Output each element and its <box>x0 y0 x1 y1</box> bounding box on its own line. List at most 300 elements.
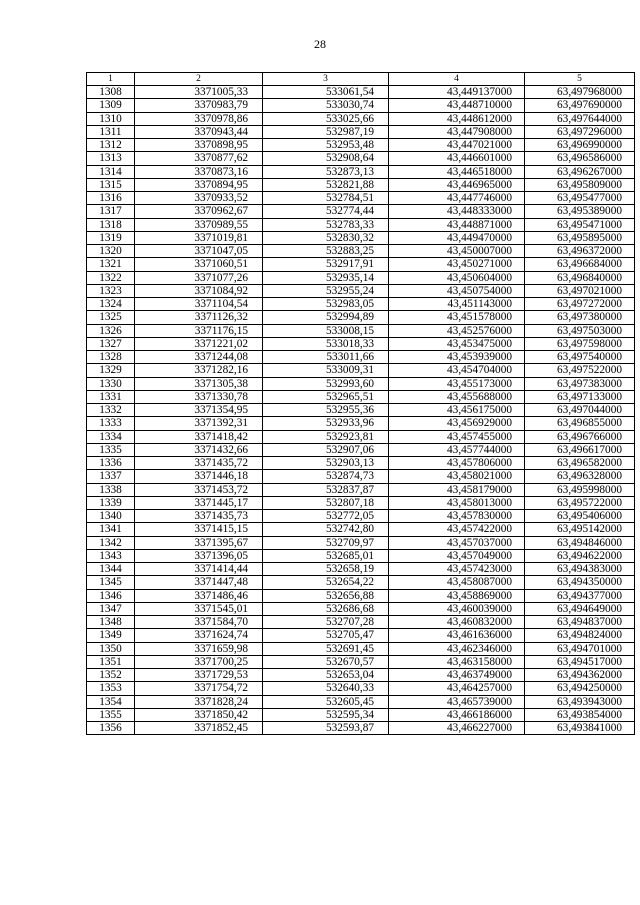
cell-y: 533009,31 <box>263 364 389 377</box>
cell-y: 532783,33 <box>263 218 389 231</box>
table-row <box>87 496 635 509</box>
table-row <box>87 430 635 443</box>
cell-latitude: 43,460039000 <box>389 602 525 615</box>
cell-y: 532883,25 <box>263 245 389 258</box>
cell-point-number: 1339 <box>87 496 135 509</box>
cell-x: 3370898,95 <box>135 139 263 152</box>
header-cell-latitude: 4 <box>389 73 525 86</box>
cell-latitude: 43,463158000 <box>389 655 525 668</box>
cell-x: 3371395,67 <box>135 536 263 549</box>
cell-point-number: 1330 <box>87 377 135 390</box>
cell-point-number: 1356 <box>87 722 135 735</box>
cell-longitude: 63,497690000 <box>525 99 635 112</box>
cell-x: 3370983,79 <box>135 99 263 112</box>
cell-y: 533008,15 <box>263 324 389 337</box>
cell-x: 3371850,42 <box>135 708 263 721</box>
cell-point-number: 1322 <box>87 271 135 284</box>
cell-point-number: 1327 <box>87 337 135 350</box>
cell-latitude: 43,457830000 <box>389 510 525 523</box>
cell-y: 533011,66 <box>263 351 389 364</box>
cell-latitude: 43,463749000 <box>389 669 525 682</box>
cell-y: 533030,74 <box>263 99 389 112</box>
cell-x: 3370989,55 <box>135 218 263 231</box>
cell-y: 532987,19 <box>263 125 389 138</box>
cell-point-number: 1347 <box>87 602 135 615</box>
cell-x: 3371828,24 <box>135 695 263 708</box>
cell-y: 532935,14 <box>263 271 389 284</box>
cell-x: 3371396,05 <box>135 549 263 562</box>
table-row <box>87 165 635 178</box>
cell-point-number: 1342 <box>87 536 135 549</box>
cell-latitude: 43,457422000 <box>389 523 525 536</box>
table-row <box>87 245 635 258</box>
cell-latitude: 43,447908000 <box>389 125 525 138</box>
cell-longitude: 63,497598000 <box>525 337 635 350</box>
cell-point-number: 1353 <box>87 682 135 695</box>
cell-y: 532903,13 <box>263 457 389 470</box>
cell-latitude: 43,455173000 <box>389 377 525 390</box>
cell-longitude: 63,494383000 <box>525 563 635 576</box>
header-cell-longitude: 5 <box>525 73 635 86</box>
cell-y: 533025,66 <box>263 112 389 125</box>
table-row <box>87 576 635 589</box>
cell-longitude: 63,496766000 <box>525 430 635 443</box>
cell-y: 532685,01 <box>263 549 389 562</box>
cell-y: 532821,88 <box>263 178 389 191</box>
cell-x: 3371435,72 <box>135 457 263 470</box>
table-row <box>87 324 635 337</box>
cell-x: 3371659,98 <box>135 642 263 655</box>
cell-y: 532917,91 <box>263 258 389 271</box>
cell-longitude: 63,497272000 <box>525 298 635 311</box>
table-row <box>87 563 635 576</box>
header-cell-x: 2 <box>135 73 263 86</box>
cell-x: 3370943,44 <box>135 125 263 138</box>
cell-point-number: 1310 <box>87 112 135 125</box>
cell-longitude: 63,497503000 <box>525 324 635 337</box>
cell-point-number: 1337 <box>87 470 135 483</box>
cell-latitude: 43,458869000 <box>389 589 525 602</box>
cell-latitude: 43,457049000 <box>389 549 525 562</box>
cell-x: 3371852,45 <box>135 722 263 735</box>
cell-y: 532593,87 <box>263 722 389 735</box>
cell-x: 3371084,92 <box>135 284 263 297</box>
cell-point-number: 1308 <box>87 86 135 99</box>
cell-longitude: 63,497522000 <box>525 364 635 377</box>
cell-point-number: 1328 <box>87 351 135 364</box>
cell-point-number: 1312 <box>87 139 135 152</box>
cell-longitude: 63,497380000 <box>525 311 635 324</box>
cell-y: 532670,57 <box>263 655 389 668</box>
cell-point-number: 1323 <box>87 284 135 297</box>
cell-latitude: 43,446601000 <box>389 152 525 165</box>
cell-latitude: 43,446965000 <box>389 178 525 191</box>
cell-y: 532658,19 <box>263 563 389 576</box>
table-row <box>87 722 635 735</box>
cell-latitude: 43,451578000 <box>389 311 525 324</box>
cell-x: 3371176,15 <box>135 324 263 337</box>
table-row <box>87 205 635 218</box>
cell-point-number: 1346 <box>87 589 135 602</box>
cell-latitude: 43,448333000 <box>389 205 525 218</box>
cell-latitude: 43,465739000 <box>389 695 525 708</box>
cell-latitude: 43,458087000 <box>389 576 525 589</box>
table-row <box>87 602 635 615</box>
cell-longitude: 63,495471000 <box>525 218 635 231</box>
cell-longitude: 63,494362000 <box>525 669 635 682</box>
cell-y: 532640,33 <box>263 682 389 695</box>
cell-longitude: 63,497133000 <box>525 390 635 403</box>
cell-latitude: 43,450754000 <box>389 284 525 297</box>
cell-longitude: 63,496990000 <box>525 139 635 152</box>
cell-x: 3371432,66 <box>135 443 263 456</box>
cell-y: 532953,48 <box>263 139 389 152</box>
cell-y: 532653,04 <box>263 669 389 682</box>
cell-latitude: 43,451143000 <box>389 298 525 311</box>
cell-latitude: 43,456929000 <box>389 417 525 430</box>
cell-point-number: 1352 <box>87 669 135 682</box>
cell-longitude: 63,494701000 <box>525 642 635 655</box>
cell-y: 532873,13 <box>263 165 389 178</box>
cell-y: 532709,97 <box>263 536 389 549</box>
cell-x: 3371305,38 <box>135 377 263 390</box>
table-row <box>87 470 635 483</box>
cell-point-number: 1344 <box>87 563 135 576</box>
cell-x: 3371446,18 <box>135 470 263 483</box>
table-row <box>87 139 635 152</box>
cell-point-number: 1333 <box>87 417 135 430</box>
cell-point-number: 1349 <box>87 629 135 642</box>
cell-y: 532705,47 <box>263 629 389 642</box>
cell-y: 532955,24 <box>263 284 389 297</box>
cell-latitude: 43,455688000 <box>389 390 525 403</box>
cell-latitude: 43,450271000 <box>389 258 525 271</box>
table-row <box>87 457 635 470</box>
cell-x: 3371754,72 <box>135 682 263 695</box>
cell-y: 532965,51 <box>263 390 389 403</box>
cell-latitude: 43,448612000 <box>389 112 525 125</box>
cell-x: 3371545,01 <box>135 602 263 615</box>
cell-latitude: 43,458179000 <box>389 483 525 496</box>
cell-latitude: 43,448710000 <box>389 99 525 112</box>
table-header-row <box>87 73 635 86</box>
cell-latitude: 43,452576000 <box>389 324 525 337</box>
cell-latitude: 43,453475000 <box>389 337 525 350</box>
table-row <box>87 549 635 562</box>
cell-latitude: 43,446518000 <box>389 165 525 178</box>
cell-latitude: 43,456175000 <box>389 404 525 417</box>
table-row <box>87 695 635 708</box>
cell-latitude: 43,462346000 <box>389 642 525 655</box>
cell-point-number: 1317 <box>87 205 135 218</box>
cell-x: 3371584,70 <box>135 616 263 629</box>
cell-x: 3371354,95 <box>135 404 263 417</box>
cell-point-number: 1326 <box>87 324 135 337</box>
cell-x: 3371282,16 <box>135 364 263 377</box>
cell-y: 532656,88 <box>263 589 389 602</box>
cell-x: 3370933,52 <box>135 192 263 205</box>
cell-latitude: 43,454704000 <box>389 364 525 377</box>
cell-x: 3371126,32 <box>135 311 263 324</box>
cell-y: 532707,28 <box>263 616 389 629</box>
cell-longitude: 63,496840000 <box>525 271 635 284</box>
cell-x: 3371435,73 <box>135 510 263 523</box>
cell-x: 3371445,17 <box>135 496 263 509</box>
table-row <box>87 112 635 125</box>
cell-latitude: 43,466227000 <box>389 722 525 735</box>
cell-longitude: 63,494622000 <box>525 549 635 562</box>
table-row <box>87 404 635 417</box>
cell-point-number: 1348 <box>87 616 135 629</box>
cell-x: 3371244,08 <box>135 351 263 364</box>
cell-point-number: 1341 <box>87 523 135 536</box>
cell-point-number: 1316 <box>87 192 135 205</box>
cell-longitude: 63,496582000 <box>525 457 635 470</box>
cell-longitude: 63,496328000 <box>525 470 635 483</box>
cell-point-number: 1334 <box>87 430 135 443</box>
coordinates-table <box>86 72 635 735</box>
cell-longitude: 63,495142000 <box>525 523 635 536</box>
table-row <box>87 99 635 112</box>
cell-y: 532874,73 <box>263 470 389 483</box>
table-row <box>87 178 635 191</box>
cell-y: 532686,68 <box>263 602 389 615</box>
cell-longitude: 63,497383000 <box>525 377 635 390</box>
cell-latitude: 43,461636000 <box>389 629 525 642</box>
table-row <box>87 218 635 231</box>
cell-y: 532933,96 <box>263 417 389 430</box>
cell-longitude: 63,494846000 <box>525 536 635 549</box>
cell-x: 3370873,16 <box>135 165 263 178</box>
cell-latitude: 43,457744000 <box>389 443 525 456</box>
table-row <box>87 483 635 496</box>
cell-longitude: 63,493854000 <box>525 708 635 721</box>
cell-x: 3371486,46 <box>135 589 263 602</box>
cell-latitude: 43,450007000 <box>389 245 525 258</box>
cell-point-number: 1331 <box>87 390 135 403</box>
cell-longitude: 63,494649000 <box>525 602 635 615</box>
cell-longitude: 63,497644000 <box>525 112 635 125</box>
table-row <box>87 655 635 668</box>
cell-x: 3371104,54 <box>135 298 263 311</box>
header-cell-point-number: 1 <box>87 73 135 86</box>
cell-x: 3371729,53 <box>135 669 263 682</box>
cell-y: 532654,22 <box>263 576 389 589</box>
table-row <box>87 642 635 655</box>
cell-latitude: 43,449137000 <box>389 86 525 99</box>
cell-point-number: 1345 <box>87 576 135 589</box>
cell-latitude: 43,458013000 <box>389 496 525 509</box>
cell-x: 3371700,25 <box>135 655 263 668</box>
cell-longitude: 63,497021000 <box>525 284 635 297</box>
table-row <box>87 629 635 642</box>
cell-x: 3371415,15 <box>135 523 263 536</box>
cell-y: 532784,51 <box>263 192 389 205</box>
cell-latitude: 43,457037000 <box>389 536 525 549</box>
cell-longitude: 63,497296000 <box>525 125 635 138</box>
cell-longitude: 63,493943000 <box>525 695 635 708</box>
cell-x: 3370894,95 <box>135 178 263 191</box>
cell-longitude: 63,494517000 <box>525 655 635 668</box>
cell-y: 532772,05 <box>263 510 389 523</box>
cell-x: 3370962,67 <box>135 205 263 218</box>
table-row <box>87 669 635 682</box>
cell-longitude: 63,496617000 <box>525 443 635 456</box>
cell-longitude: 63,494377000 <box>525 589 635 602</box>
cell-longitude: 63,496684000 <box>525 258 635 271</box>
cell-x: 3371019,81 <box>135 231 263 244</box>
cell-point-number: 1313 <box>87 152 135 165</box>
cell-point-number: 1325 <box>87 311 135 324</box>
cell-longitude: 63,496855000 <box>525 417 635 430</box>
cell-point-number: 1338 <box>87 483 135 496</box>
table-row <box>87 258 635 271</box>
table-row <box>87 523 635 536</box>
table-row <box>87 351 635 364</box>
cell-x: 3370877,62 <box>135 152 263 165</box>
cell-latitude: 43,447021000 <box>389 139 525 152</box>
cell-point-number: 1350 <box>87 642 135 655</box>
cell-point-number: 1321 <box>87 258 135 271</box>
cell-latitude: 43,453939000 <box>389 351 525 364</box>
cell-y: 532983,05 <box>263 298 389 311</box>
cell-y: 532837,87 <box>263 483 389 496</box>
cell-longitude: 63,493841000 <box>525 722 635 735</box>
cell-longitude: 63,495895000 <box>525 231 635 244</box>
table-row <box>87 377 635 390</box>
cell-longitude: 63,496267000 <box>525 165 635 178</box>
cell-longitude: 63,494250000 <box>525 682 635 695</box>
cell-y: 532994,89 <box>263 311 389 324</box>
cell-y: 532993,60 <box>263 377 389 390</box>
cell-y: 533018,33 <box>263 337 389 350</box>
cell-point-number: 1354 <box>87 695 135 708</box>
cell-point-number: 1340 <box>87 510 135 523</box>
cell-point-number: 1351 <box>87 655 135 668</box>
cell-y: 532774,44 <box>263 205 389 218</box>
cell-point-number: 1332 <box>87 404 135 417</box>
cell-point-number: 1314 <box>87 165 135 178</box>
cell-latitude: 43,448871000 <box>389 218 525 231</box>
table-row <box>87 589 635 602</box>
cell-point-number: 1324 <box>87 298 135 311</box>
cell-x: 3371330,78 <box>135 390 263 403</box>
cell-x: 3371392,31 <box>135 417 263 430</box>
table-row <box>87 125 635 138</box>
cell-x: 3371005,33 <box>135 86 263 99</box>
cell-y: 532907,06 <box>263 443 389 456</box>
cell-point-number: 1343 <box>87 549 135 562</box>
table-row <box>87 443 635 456</box>
cell-x: 3371414,44 <box>135 563 263 576</box>
page-number: 28 <box>314 37 326 51</box>
cell-longitude: 63,495389000 <box>525 205 635 218</box>
table-row <box>87 417 635 430</box>
cell-y: 532691,45 <box>263 642 389 655</box>
cell-longitude: 63,497044000 <box>525 404 635 417</box>
table-row <box>87 510 635 523</box>
cell-x: 3371077,26 <box>135 271 263 284</box>
cell-latitude: 43,457455000 <box>389 430 525 443</box>
table-row <box>87 284 635 297</box>
cell-x: 3371047,05 <box>135 245 263 258</box>
cell-point-number: 1309 <box>87 99 135 112</box>
cell-longitude: 63,495722000 <box>525 496 635 509</box>
cell-x: 3371060,51 <box>135 258 263 271</box>
table-row <box>87 364 635 377</box>
cell-y: 532807,18 <box>263 496 389 509</box>
cell-y: 532742,80 <box>263 523 389 536</box>
table-row <box>87 231 635 244</box>
cell-latitude: 43,458021000 <box>389 470 525 483</box>
cell-longitude: 63,495406000 <box>525 510 635 523</box>
cell-point-number: 1329 <box>87 364 135 377</box>
cell-y: 533061,54 <box>263 86 389 99</box>
table-row <box>87 192 635 205</box>
cell-point-number: 1355 <box>87 708 135 721</box>
cell-latitude: 43,460832000 <box>389 616 525 629</box>
table-row <box>87 390 635 403</box>
table-row <box>87 682 635 695</box>
cell-longitude: 63,497540000 <box>525 351 635 364</box>
cell-point-number: 1336 <box>87 457 135 470</box>
cell-latitude: 43,450604000 <box>389 271 525 284</box>
cell-latitude: 43,447746000 <box>389 192 525 205</box>
table-row <box>87 311 635 324</box>
table-row <box>87 616 635 629</box>
cell-latitude: 43,464257000 <box>389 682 525 695</box>
cell-y: 532595,34 <box>263 708 389 721</box>
cell-longitude: 63,495477000 <box>525 192 635 205</box>
cell-y: 532955,36 <box>263 404 389 417</box>
cell-longitude: 63,497968000 <box>525 86 635 99</box>
cell-point-number: 1319 <box>87 231 135 244</box>
cell-latitude: 43,457806000 <box>389 457 525 470</box>
cell-longitude: 63,496586000 <box>525 152 635 165</box>
cell-longitude: 63,494837000 <box>525 616 635 629</box>
cell-x: 3371624,74 <box>135 629 263 642</box>
cell-x: 3371453,72 <box>135 483 263 496</box>
cell-longitude: 63,495998000 <box>525 483 635 496</box>
cell-point-number: 1315 <box>87 178 135 191</box>
cell-y: 532908,64 <box>263 152 389 165</box>
cell-latitude: 43,466186000 <box>389 708 525 721</box>
cell-y: 532923,81 <box>263 430 389 443</box>
cell-x: 3371447,48 <box>135 576 263 589</box>
table-row <box>87 298 635 311</box>
cell-point-number: 1335 <box>87 443 135 456</box>
header-cell-y: 3 <box>263 73 389 86</box>
cell-latitude: 43,457423000 <box>389 563 525 576</box>
cell-y: 532605,45 <box>263 695 389 708</box>
cell-x: 3371418,42 <box>135 430 263 443</box>
cell-longitude: 63,495809000 <box>525 178 635 191</box>
cell-x: 3370978,86 <box>135 112 263 125</box>
cell-point-number: 1311 <box>87 125 135 138</box>
cell-point-number: 1320 <box>87 245 135 258</box>
cell-longitude: 63,494824000 <box>525 629 635 642</box>
cell-longitude: 63,496372000 <box>525 245 635 258</box>
table-row <box>87 86 635 99</box>
cell-latitude: 43,449470000 <box>389 231 525 244</box>
coordinates-table-body <box>87 73 635 735</box>
cell-x: 3371221,02 <box>135 337 263 350</box>
cell-y: 532830,32 <box>263 231 389 244</box>
table-row <box>87 708 635 721</box>
table-row <box>87 271 635 284</box>
cell-point-number: 1318 <box>87 218 135 231</box>
table-row <box>87 536 635 549</box>
